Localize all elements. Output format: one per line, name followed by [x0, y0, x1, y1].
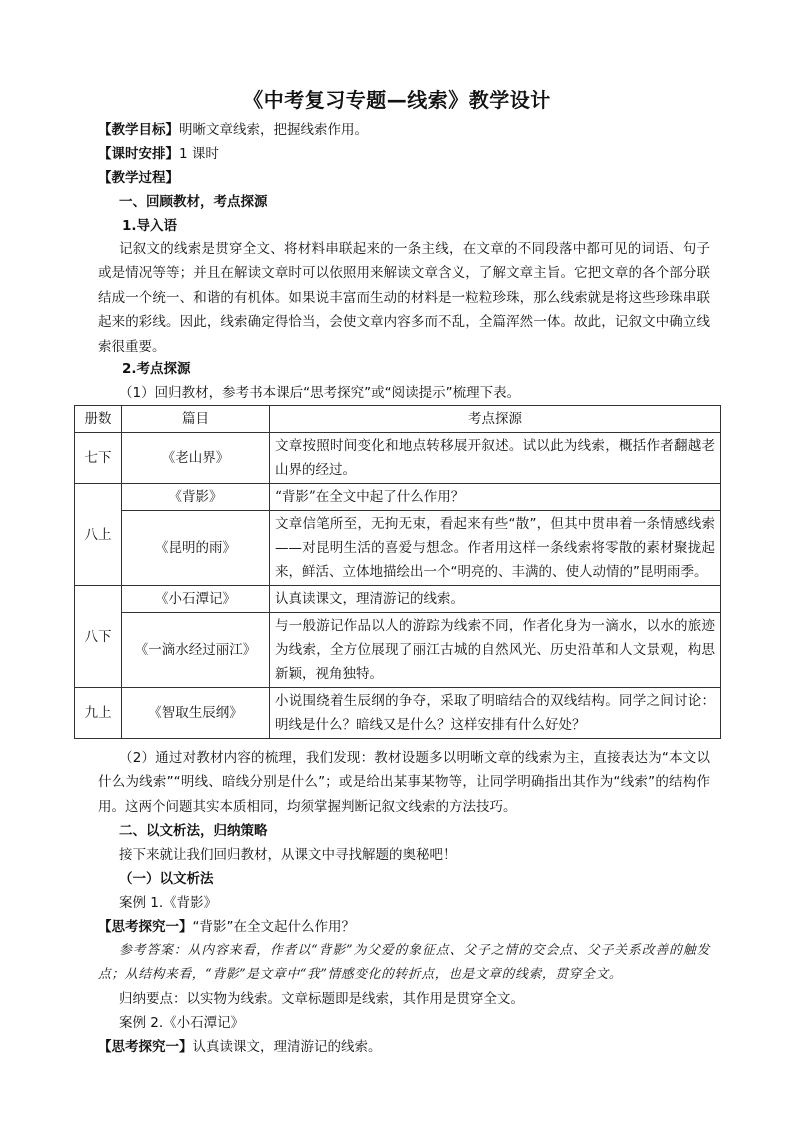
table-row: [75, 484, 721, 511]
sub1-heading: 1.导入语: [122, 218, 178, 234]
case2-question-label: 【思考探究一】: [98, 1039, 193, 1055]
case1-summary: 归纳要点：以实物为线索。文章标题即是线索，其作用是贯穿全文。: [119, 991, 524, 1007]
textbook-table: [74, 405, 721, 739]
document-title: 《中考复习专题—线索》教学设计: [243, 88, 551, 112]
case1-question-text: “背影”在全文起什么作用？: [192, 919, 355, 935]
point-cell: 认真读课文，理清游记的线索。: [270, 586, 721, 613]
header-title: 篇目: [122, 406, 270, 433]
table-header-row: [75, 406, 721, 433]
goal-line: [98, 118, 368, 142]
process-label: 【教学过程】: [98, 170, 179, 186]
section1-heading: 一、回顾教材，考点探源: [119, 194, 268, 210]
case1-title: 案例 1.《背影》: [119, 895, 218, 911]
schedule-line: [98, 142, 219, 166]
case2-question: [98, 1035, 382, 1059]
volume-cell: 九上: [75, 688, 122, 739]
title-cell: 《一滴水经过丽江》: [122, 613, 270, 688]
header-volume: 册数: [75, 406, 122, 433]
sub2-heading: 2.考点探源: [122, 361, 191, 377]
point-cell: 文章按照时间变化和地点转移展开叙述。试以此为线索，概括作者翻越老山界的经过。: [270, 433, 721, 484]
volume-cell: 七下: [75, 433, 122, 484]
case1-answer: 参考答案：从内容来看，作者以“背影”为父爱的象征点、父子之情的交会点、父子关系改善的触发点；从结构来看，“背影”是文章中“我”情感变化的转折点，也是文章的线索，贯穿全文。: [98, 943, 710, 983]
volume-cell: 八下: [75, 586, 122, 688]
case1-question: [98, 915, 355, 939]
point-cell: 文章信笔所至，无拘无束，看起来有些“散”，但其中贯串着一条情感线索——对昆明生活的喜爱与想念。作者用这样一条线索将零散的素材聚拢起来，鲜活、立体地描绘出一个“明亮的、丰满的、使人动情的”昆明雨季。: [270, 511, 721, 586]
title-cell: 《小石潭记》: [122, 586, 270, 613]
table-row: [75, 433, 721, 484]
point-cell: “背影”在全文中起了什么作用？: [270, 484, 721, 511]
table-row: [75, 586, 721, 613]
step2-paragraph: （2）通过对教材内容的梳理，我们发现：教材设题多以明晰文章的线索为主，直接表达为“本文以什么为线索”“明线、暗线分别是什么”；或是给出某事某物等，让同学明确指出其作为“线索”的结构作用。这两个问题其实本质相同，均须掌握判断记叙文线索的方法技巧。: [98, 750, 710, 815]
intro-paragraph: 记叙文的线索是贯穿全文、将材料串联起来的一条主线，在文章的不同段落中都可见的词语、句子或是情况等等；并且在解读文章时可以依照用来解读文章含义，了解文章主旨。它把文章的各个部分联结成一个统一、和谐的有机体。如果说丰富而生动的材料是一粒粒珍珠，那么线索就是将这些珍珠串联起来的彩线。因此，线索确定得恰当，会使文章内容多而不乱，全篇浑然一体。故此，记叙文中确立线索很重要。: [98, 241, 710, 355]
goal-label: 【教学目标】: [98, 122, 179, 138]
goal-text: 明晰文章线索，把握线索作用。: [179, 122, 368, 138]
title-cell: 《昆明的雨》: [122, 511, 270, 586]
case2-question-text: 认真读课文，理清游记的线索。: [192, 1039, 382, 1055]
table-row: [75, 613, 721, 688]
step1-text: （1）回归教材，参考书本课后“思考探究”或“阅读提示”梳理下表。: [119, 385, 521, 401]
title-cell: 《背影》: [122, 484, 270, 511]
schedule-label: 【课时安排】: [98, 146, 179, 162]
section2-intro: 接下来就让我们回归教材，从课文中寻找解题的奥秘吧！: [119, 847, 457, 863]
section2-heading: 二、以文析法，归纳策略: [119, 823, 268, 839]
method-subheading: （一）以文析法: [119, 871, 214, 887]
volume-cell: 八上: [75, 484, 122, 586]
schedule-text: 1 课时: [179, 146, 219, 162]
table-row: [75, 511, 721, 586]
case1-question-label: 【思考探究一】: [98, 919, 193, 935]
point-cell: 与一般游记作品以人的游踪为线索不同，作者化身为一滴水，以水的旅迹为线索，全方位展现了丽江古城的自然风光、历史沿革和人文景观，构思新颖，视角独特。: [270, 613, 721, 688]
point-cell: 小说围绕着生辰纲的争夺，采取了明暗结合的双线结构。同学之间讨论：明线是什么？暗线又是什么？这样安排有什么好处？: [270, 688, 721, 739]
table-row: [75, 688, 721, 739]
title-cell: 《智取生辰纲》: [122, 688, 270, 739]
title-cell: 《老山界》: [122, 433, 270, 484]
header-point: 考点探源: [270, 406, 721, 433]
case2-title: 案例 2.《小石潭记》: [119, 1015, 245, 1031]
